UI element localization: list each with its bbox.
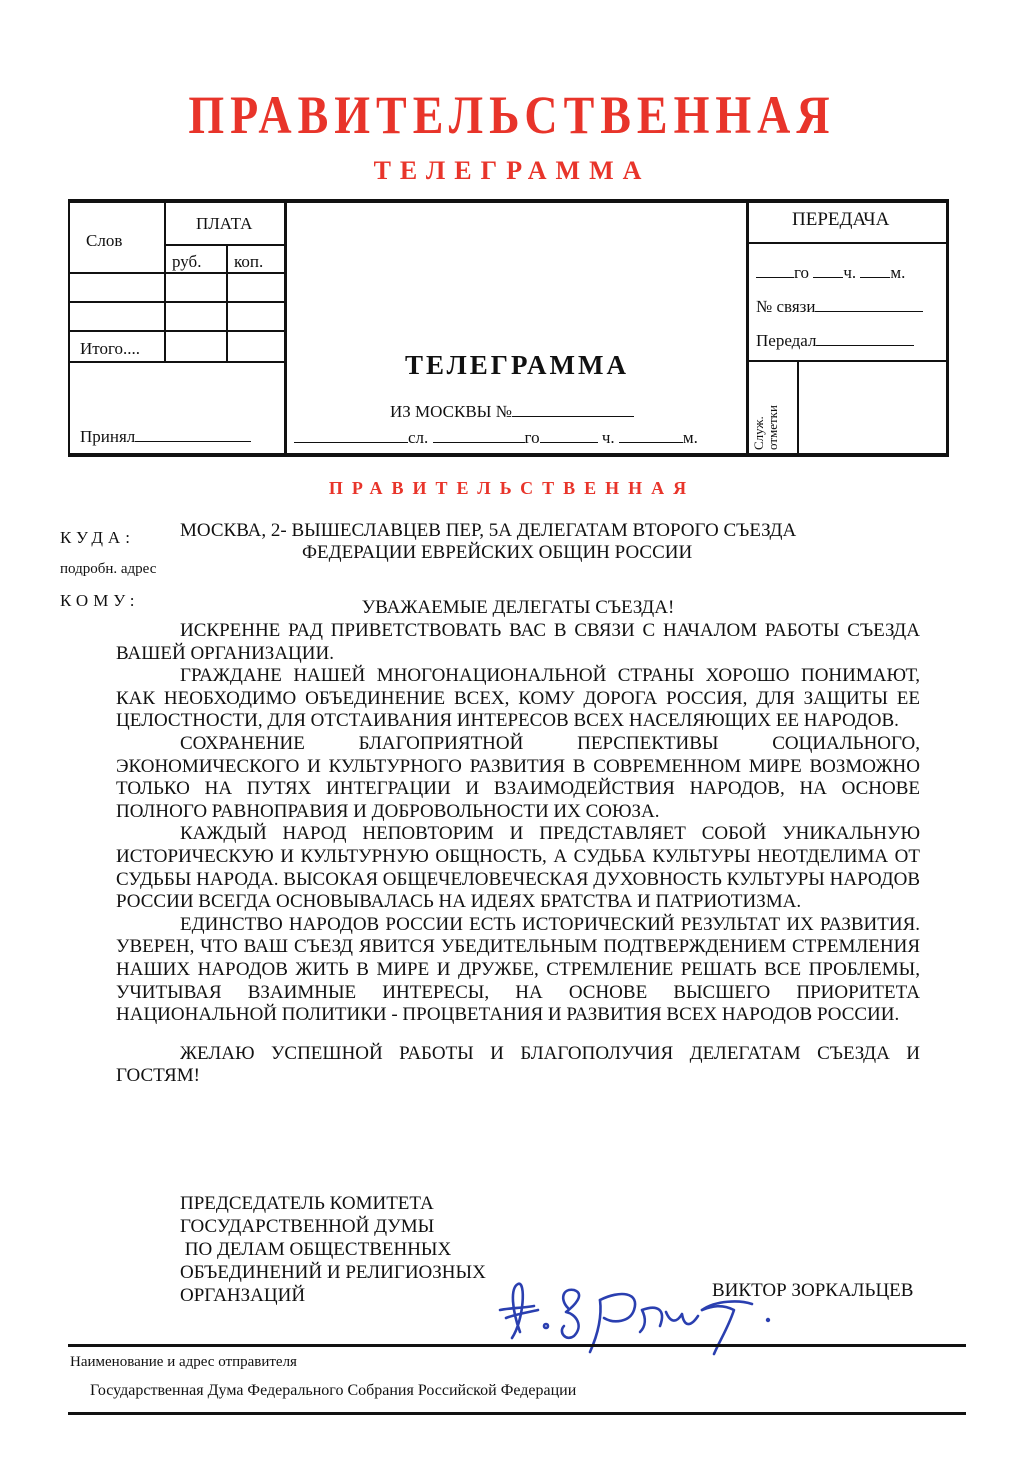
message-paragraph-6: ЖЕЛАЮ УСПЕШНОЙ РАБОТЫ И БЛАГОПОЛУЧИЯ ДЕЛЕГАТАМ СЪЕЗДА И ГОСТЯМ! [116, 1042, 920, 1087]
sender-value: Государственная Дума Федерального Собрания Российской Федерации [90, 1382, 577, 1399]
address-line-2: ФЕДЕРАЦИИ ЕВРЕЙСКИХ ОБЩИН РОССИИ [302, 542, 693, 563]
sluzh-label: Служ. отметки [751, 405, 780, 450]
kop-label: коп. [234, 252, 264, 271]
telegram-subtitle: ТЕЛЕГРАММА [373, 156, 651, 185]
time-min-blank [860, 261, 890, 278]
address-line-1: МОСКВА, 2- ВЫШЕСЛАВЦЕВ ПЕР, 5А ДЕЛЕГАТАМ ВТОРОГО СЪЕЗДА [180, 520, 797, 541]
center-right-divider [746, 203, 749, 455]
signature-dot [766, 1318, 770, 1322]
peredacha-label: ПЕРЕДАЧА [792, 209, 890, 230]
telegram-main-title: ПРАВИТЕЛЬСТВЕННАЯ [188, 84, 836, 145]
peredal-field[interactable] [756, 329, 914, 351]
ch-blank [540, 426, 598, 443]
ch-label: ч. [601, 428, 615, 447]
center-left-divider [284, 203, 287, 455]
footer-bottom-line [68, 1412, 966, 1415]
form-bottom-border [68, 453, 948, 457]
left-row-line-2 [70, 301, 285, 303]
plata-label: ПЛАТА [196, 214, 253, 233]
signatory-title-line-2: ГОСУДАРСТВЕННОЙ ДУМЫ [180, 1216, 435, 1237]
peredacha-time-row[interactable] [756, 261, 905, 283]
prinyal-blank [135, 425, 251, 442]
m-blank [619, 426, 683, 443]
peredacha-m-label: м. [890, 263, 906, 282]
form-top-border [68, 199, 948, 203]
prinyal-field[interactable] [80, 425, 251, 447]
signatory-title-line-5: ОРГАНЗАЦИЙ [180, 1285, 306, 1306]
signatory-name: ВИКТОР ЗОРКАЛЬЦЕВ [712, 1280, 914, 1301]
go-label: го [524, 428, 540, 447]
signatory-title-line-4: ОБЪЕДИНЕНИЙ И РЕЛИГИОЗНЫХ [180, 1262, 486, 1283]
kuda-label: КУДА: [60, 528, 135, 547]
peredacha-go-label: го [794, 263, 810, 282]
from-moscow-label: ИЗ МОСКВЫ № [390, 402, 512, 421]
center-telegram-title: ТЕЛЕГРАММА [405, 350, 629, 380]
message-paragraph-2: ГРАЖДАНЕ НАШЕЙ МНОГОНАЦИОНАЛЬНОЙ СТРАНЫ ХОРОШО ПОНИМАЮТ, КАК НЕОБХОДИМО ОБЪЕДИНЕНИЕ ВСЕХ, КОМУ ДОРОГА РОССИЯ, ДЛЯ ЗАЩИТЫ ЕЕ ЦЕЛОСТНОСТИ, ДЛЯ ОТСТАИВАНИЯ ИНТЕРЕСОВ ВСЕХ НАСЕЛЯЮЩИХ ЕЕ НАРОДОВ. [116, 665, 920, 732]
sender-label: Наименование и адрес отправителя [70, 1354, 297, 1370]
podrobn-label: подробн. адрес [60, 561, 157, 577]
left-row-line-3 [70, 330, 285, 332]
svyazi-label: № связи [756, 297, 816, 316]
komu-label: КОМУ: [60, 591, 140, 610]
svyazi-blank [815, 295, 923, 312]
time-day-blank [756, 261, 794, 278]
sl-blank [294, 426, 408, 443]
peredacha-bottom-line [748, 360, 948, 362]
slov-label: Слов [86, 231, 123, 250]
message-body [116, 620, 920, 1088]
peredal-label: Передал [756, 331, 817, 350]
signatory-title-line-3: ПО ДЕЛАМ ОБЩЕСТВЕННЫХ [180, 1239, 452, 1260]
handwritten-signature [490, 1270, 780, 1370]
go-blank [433, 426, 525, 443]
rub-label: руб. [172, 252, 202, 271]
message-paragraph-3: СОХРАНЕНИЕ БЛАГОПРИЯТНОЙ ПЕРСПЕКТИВЫ СОЦИАЛЬНОГО, ЭКОНОМИЧЕСКОГО И КУЛЬТУРНОГО РАЗВИТИЯ В СОВРЕМЕННОМ МИРЕ ВОЗМОЖНО ТОЛЬКО НА ПУТЯХ ИНТЕГРАЦИИ И ВЗАИМОДЕЙСТВИЯ НАРОДОВ, НА ОСНОВЕ ПОЛНОГО РАВНОПРАВИЯ И ДОБРОВОЛЬНОСТИ ИХ СОЮЗА. [116, 732, 920, 822]
footer-top-line [68, 1344, 966, 1347]
signatory-title-line-1: ПРЕДСЕДАТЕЛЬ КОМИТЕТА [180, 1193, 434, 1214]
center-date-row[interactable] [294, 426, 698, 448]
left-row-line-1 [70, 272, 285, 274]
peredal-blank [816, 329, 914, 346]
plata-left-divider [164, 203, 166, 363]
peredacha-header-line [748, 242, 948, 244]
svyazi-field[interactable] [756, 295, 923, 317]
government-band-label: ПРАВИТЕЛЬСТВЕННАЯ [328, 478, 696, 498]
form-right-border [946, 199, 949, 457]
m-label: м. [682, 428, 698, 447]
salutation: УВАЖАЕМЫЕ ДЕЛЕГАТЫ СЪЕЗДА! [361, 597, 675, 618]
itogo-label: Итого.... [80, 339, 141, 358]
time-hour-blank [813, 261, 843, 278]
signatory-title [180, 1192, 486, 1307]
from-moscow-blank [512, 400, 634, 417]
plata-header-line [164, 244, 285, 246]
message-paragraph-4: КАЖДЫЙ НАРОД НЕПОВТОРИМ И ПРЕДСТАВЛЯЕТ СОБОЙ УНИКАЛЬНУЮ ИСТОРИЧЕСКУЮ И КУЛЬТУРНУЮ ОБЩНОСТЬ, А СУДЬБА КУЛЬТУРЫ НЕОТДЕЛИМА ОТ СУДЬБЫ НАРОДА. ВЫСОКАЯ ОБЩЕЧЕЛОВЕЧЕСКАЯ ДУХОВНОСТЬ КУЛЬТУРЫ НАРОДОВ РОССИИ ВСЕГДА ОСНОВЫВАЛАСЬ НА ИДЕЯХ БРАТСТВА И ПАТРИОТИЗМА. [116, 823, 920, 913]
left-row-line-4 [70, 361, 285, 363]
rub-kop-divider [226, 246, 228, 363]
form-left-border [68, 199, 70, 457]
sl-label: сл. [408, 428, 429, 447]
message-paragraph-1: ИСКРЕННЕ РАД ПРИВЕТСТВОВАТЬ ВАС В СВЯЗИ С НАЧАЛОМ РАБОТЫ СЪЕЗДА ВАШЕЙ ОРГАНИЗАЦИИ. [116, 620, 920, 664]
message-paragraph-5: ЕДИНСТВО НАРОДОВ РОССИИ ЕСТЬ ИСТОРИЧЕСКИЙ РЕЗУЛЬТАТ ИХ РАЗВИТИЯ. УВЕРЕН, ЧТО ВАШ СЪЕЗД ЯВИТСЯ УБЕДИТЕЛЬНЫМ ПОДТВЕРЖДЕНИЕМ СТРЕМЛЕНИЯ НАШИХ НАРОДОВ ЖИТЬ В МИРЕ И ДРУЖБЕ, СТРЕМЛЕНИЕ РЕШАТЬ ВСЕ ПРОБЛЕМЫ, УЧИТЫВАЯ ВЗАИМНЫЕ ИНТЕРЕСЫ, НА ОСНОВЕ ВЫСШЕГО ПРИОРИТЕТА НАЦИОНАЛЬНОЙ ПОЛИТИКИ - ПРОЦВЕТАНИЯ И РАЗВИТИЯ ВСЕХ НАРОДОВ РОССИИ. [116, 913, 920, 1026]
prinyal-label: Принял [80, 427, 136, 446]
from-moscow-field[interactable] [390, 400, 634, 422]
peredacha-ch-label: ч. [843, 263, 857, 282]
